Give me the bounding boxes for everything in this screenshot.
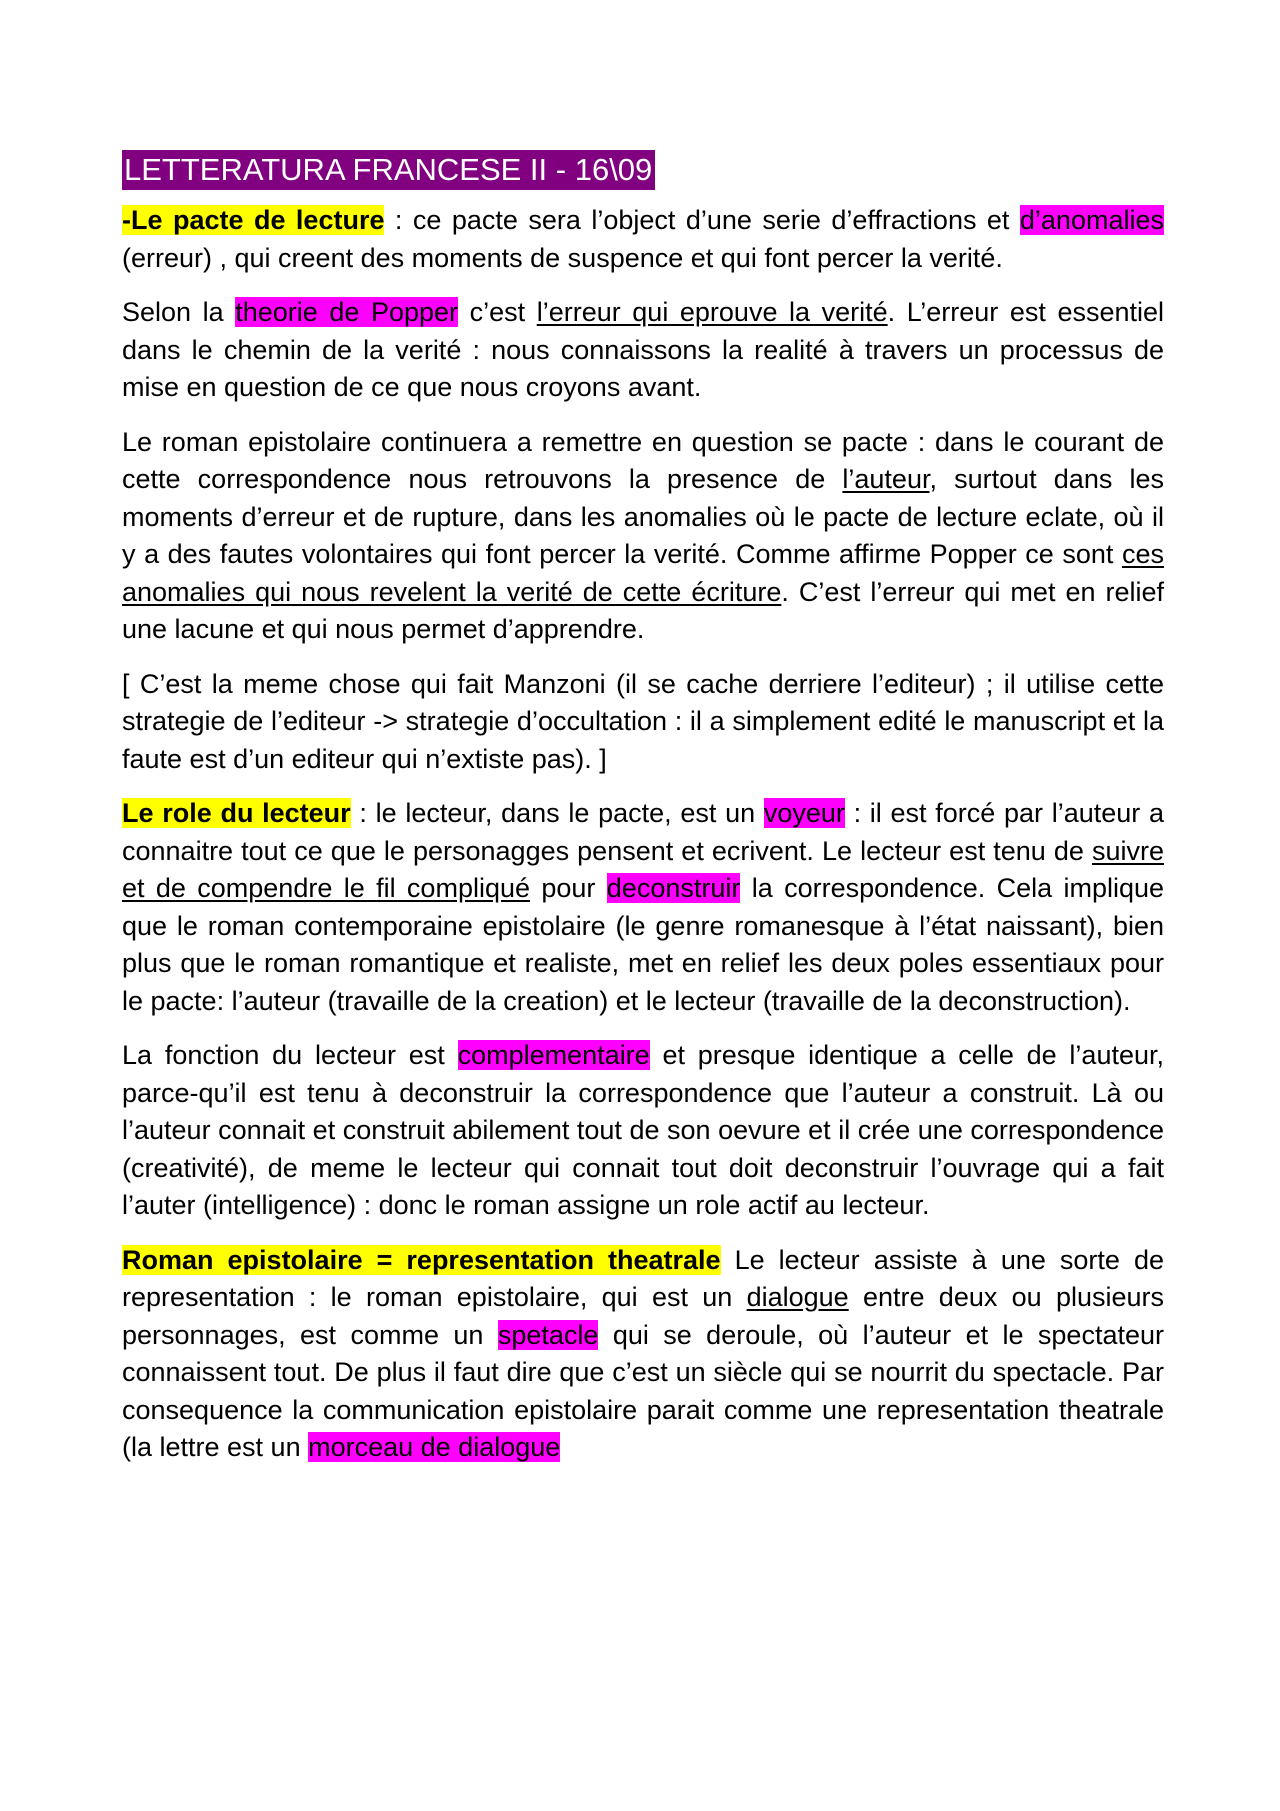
paragraph-manzoni xyxy=(122,666,1164,779)
paragraph-text: Le lecteur assiste à une sorte de representation : le roman epistolaire, qui est un xyxy=(122,1244,1164,1312)
paragraph-text: , surtout dans les moments d’erreur et de rupture, dans les anomalies où le pacte de lecture eclate, où il y a des fautes volontaires qui font percer la verité. Comme affirme Popper ce sont xyxy=(122,464,1164,569)
paragraph-text: Selon la xyxy=(122,297,236,327)
paragraph-text: : ce pacte sera l’object d’une serie d’effractions et xyxy=(384,205,1020,235)
paragraph-text: c’est xyxy=(458,297,537,327)
section-heading-pacte: -Le pacte de lecture xyxy=(122,205,385,235)
paragraph-text: Le roman epistolaire continuera a remettre en question se pacte : dans le courant de cette correspondence nous retrouvons la presence de xyxy=(122,426,1164,494)
section-heading-theatrale: Roman epistolaire = representation theatrale xyxy=(122,1244,721,1275)
paragraph-text: . L’erreur est essentiel dans le chemin de la verité : nous connaissons la realité à travers un processus de mise en question de ce que nous croyons avant. xyxy=(122,297,1165,402)
paragraph-fonction-du-lecteur xyxy=(122,1037,1164,1225)
highlight-term: d’anomalies xyxy=(1019,205,1164,235)
underlined-phrase: l’erreur qui eprouve la verité xyxy=(536,297,888,327)
section-heading-role: Le role du lecteur xyxy=(122,798,351,828)
highlight-term: theorie de Popper xyxy=(235,297,459,327)
highlight-term: complementaire xyxy=(457,1040,650,1070)
paragraph-representation-theatrale xyxy=(122,1242,1164,1467)
paragraph-text: : le lecteur, dans le pacte, est un xyxy=(350,798,764,828)
paragraph-text: [ C’est la meme chose qui fait Manzoni (il se cache derriere l’editeur) ; il utilise cette strategie de l’editeur -> strategie d’occultation : il a simplement edité le manuscript et la faute est d’un editeur qui n’extiste pas). ] xyxy=(122,668,1164,774)
highlight-term: deconstruir xyxy=(606,873,741,903)
document-page xyxy=(122,150,1164,1484)
highlight-term: spetacle xyxy=(497,1319,599,1350)
underlined-phrase: dialogue xyxy=(746,1282,849,1312)
paragraph-text: : il est forcé par l’auteur a connaitre tout ce que le personagges pensent et ecrivent. Le lecteur est tenu de xyxy=(122,798,1164,866)
underlined-phrase: suivre et de compendre le fil compliqué xyxy=(122,835,1164,903)
paragraph-text: (erreur) , qui creent des moments de suspence et qui font percer la verité. xyxy=(122,242,1003,273)
paragraph-popper xyxy=(122,294,1164,407)
page-title: LETTERATURA FRANCESE II - 16\09 xyxy=(122,150,655,190)
paragraph-text: La fonction du lecteur est xyxy=(122,1040,458,1070)
underlined-phrase: l’auteur xyxy=(842,464,930,494)
highlight-term: voyeur xyxy=(763,798,845,828)
paragraph-text: la correspondence. Cela implique que le roman contemporaine epistolaire (le genre romanesque à l’état naissant), bien plus que le roman romantique et realiste, met en relief les deux poles essentiaux pour le pacte: l’auteur (travaille de la creation) et le lecteur (travaille de la deconstruction). xyxy=(122,873,1165,1016)
paragraph-pacte-de-lecture xyxy=(122,202,1164,277)
paragraph-text: . C’est l’erreur qui met en relief une lacune et qui nous permet d’apprendre. xyxy=(122,576,1164,644)
paragraph-text: qui se deroule, où l’auteur et le spectateur connaissent tout. De plus il faut dire que c’est un siècle qui se nourrit du spectacle. Par consequence la communication epistolaire parait comme une representation theatrale (la lettre est un xyxy=(122,1319,1164,1462)
highlight-term: morceau de dialogue xyxy=(308,1432,561,1462)
paragraph-text: et presque identique a celle de l’auteur, parce-qu’il est tenu à deconstruir la correspondence que l’auteur a construit. Là ou l’auteur connait et construit abilement tout de son oevure et il crée une correspondence (creativité), de meme le lecteur qui connait tout doit deconstruir l’ouvrage qui a fait l’auter (intelligence) : donc le roman assigne un role actif au lecteur. xyxy=(122,1040,1165,1220)
paragraph-role-du-lecteur xyxy=(122,795,1164,1020)
paragraph-text: pour xyxy=(530,873,607,903)
paragraph-roman-epistolaire xyxy=(122,424,1164,649)
underlined-phrase: ces anomalies qui nous revelent la verité de cette écriture xyxy=(122,539,1164,607)
paragraph-text: entre deux ou plusieurs personnages, est comme un xyxy=(122,1282,1164,1350)
